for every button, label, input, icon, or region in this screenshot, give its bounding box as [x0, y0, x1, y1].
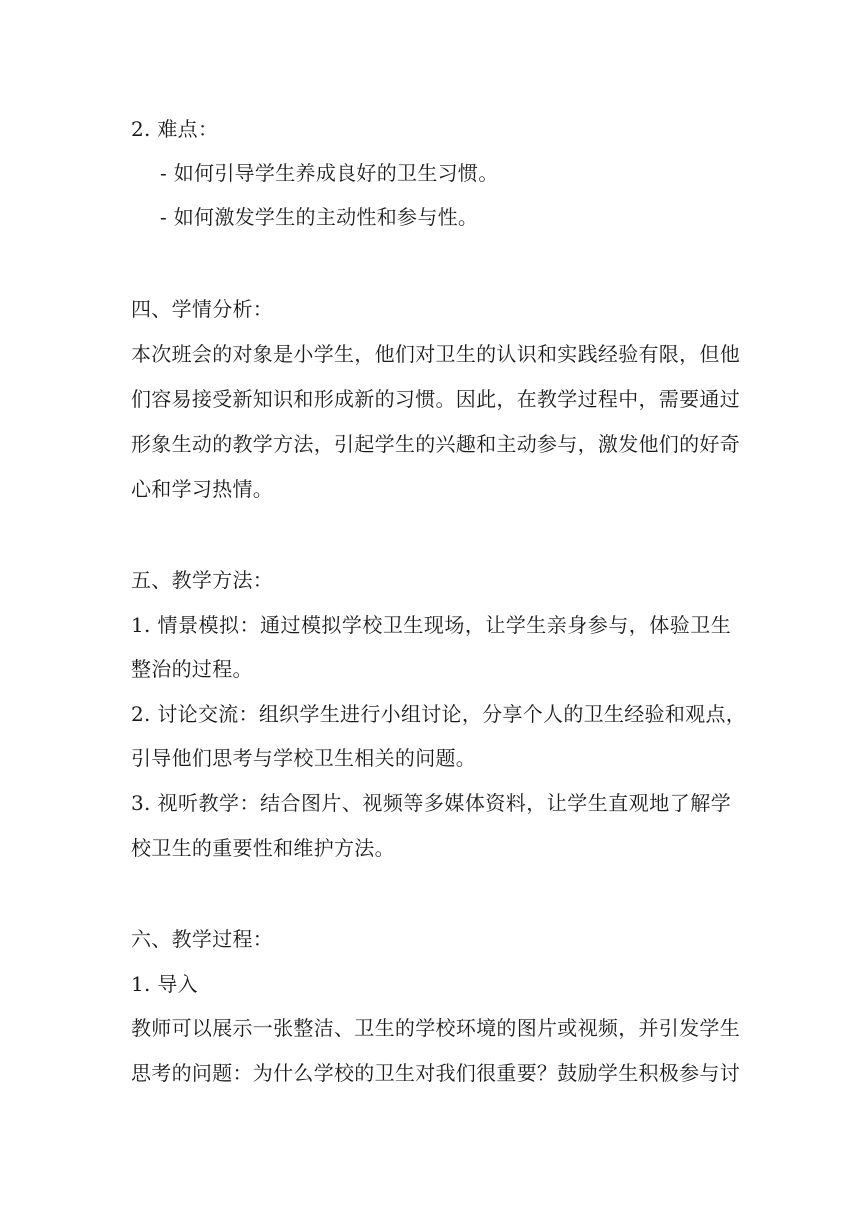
method-item-2-line-2: 引导他们思考与学校卫生相关的问题。	[131, 746, 477, 770]
difficulty-bullet-2: - 如何激发学生的主动性和参与性。	[160, 205, 479, 229]
method-item-2-line-1: 2. 讨论交流：组织学生进行小组讨论，分享个人的卫生经验和观点，	[131, 702, 747, 726]
difficulty-heading: 2. 难点：	[131, 117, 219, 141]
difficulty-bullet-1: - 如何引导学生养成良好的卫生习惯。	[160, 161, 499, 185]
section-6-heading: 六、教学过程：	[131, 927, 274, 951]
section-4-paragraph-line: 本次班会的对象是小学生，他们对卫生的认识和实践经验有限，但他	[131, 342, 740, 366]
section-4-paragraph-line: 们容易接受新知识和形成新的习惯。因此，在教学过程中，需要通过	[131, 387, 740, 411]
method-item-3-line-1: 3. 视听教学：结合图片、视频等多媒体资料，让学生直观地了解学	[131, 791, 731, 815]
section-4-paragraph-line: 形象生动的教学方法，引起学生的兴趣和主动参与，激发他们的好奇	[131, 432, 740, 456]
section-4-paragraph-line: 心和学习热情。	[131, 477, 274, 501]
method-item-1-line-1: 1. 情景模拟：通过模拟学校卫生现场，让学生亲身参与，体验卫生	[131, 613, 731, 637]
section-4-heading: 四、学情分析：	[131, 297, 274, 321]
section-6-paragraph-line: 思考的问题：为什么学校的卫生对我们很重要？鼓励学生积极参与讨	[131, 1061, 740, 1085]
section-6-paragraph-line: 教师可以展示一张整洁、卫生的学校环境的图片或视频，并引发学生	[131, 1016, 740, 1040]
section-6-subheading: 1. 导入	[131, 972, 198, 996]
method-item-3-line-2: 校卫生的重要性和维护方法。	[131, 836, 395, 860]
section-5-heading: 五、教学方法：	[131, 568, 274, 592]
method-item-1-line-2: 整治的过程。	[131, 657, 253, 681]
